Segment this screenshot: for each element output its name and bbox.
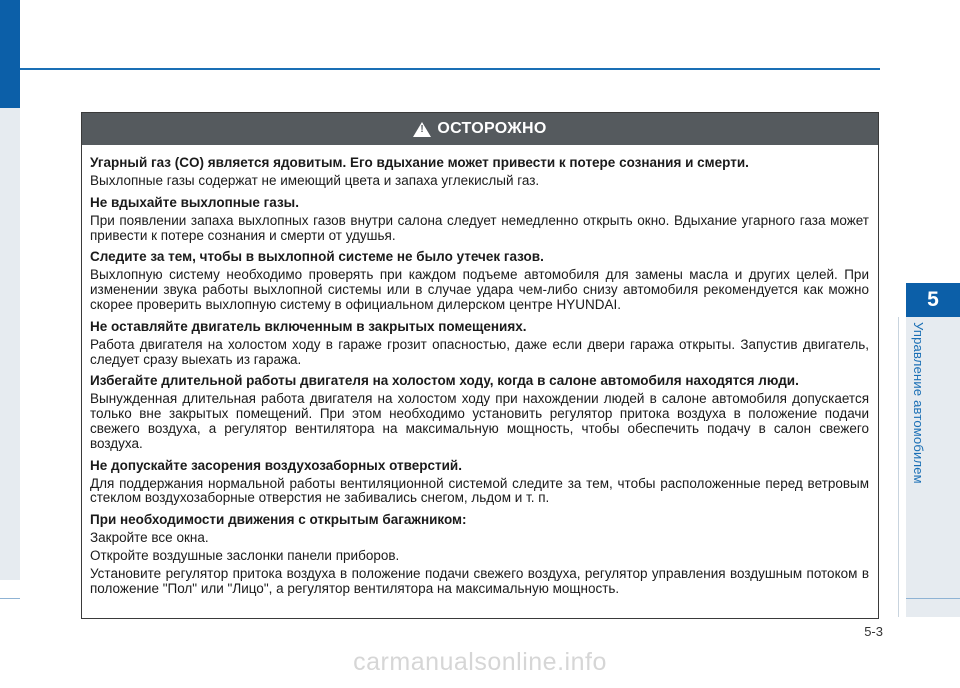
warning-section [90,512,869,596]
section-heading: Следите за тем, чтобы в выхлопной системе не было утечек газов. [90,249,544,265]
section-heading: При необходимости движения с открытым багажником: [90,512,467,528]
warning-header [82,113,878,145]
header-rule [20,68,880,70]
right-edge-line [906,598,960,599]
section-heading: Не оставляйте двигатель включенным в закрытых помещениях. [90,318,527,334]
section-paragraph: Установите регулятор притока воздуха в положение подачи свежего воздуха, регулятор управления воздушным потоком в положение "Пол" или "Лицо", а регулятор вентилятора на максимальную мощность. [90,565,869,596]
warning-body [82,145,878,596]
warning-section [90,249,869,312]
warning-triangle-icon [413,122,431,137]
chapter-number-tab: 5 [906,283,960,317]
page-number: 5-3 [864,624,883,639]
section-paragraph: Откройте воздушные заслонки панели приборов. [90,547,400,563]
section-paragraph: Выхлопные газы содержат не имеющий цвета и запаха углекислый газ. [90,173,540,188]
left-edge-line [0,598,20,599]
warning-box [81,112,879,619]
left-edge-accent [0,0,20,108]
warning-section [90,195,869,244]
section-paragraph: Работа двигателя на холостом ходу в гараже грозит опасностью, даже если двери гаража открыты. Запустив двигатель, следует сразу выехать из гаража. [90,336,869,367]
section-paragraph: Вынужденная длительная работа двигателя на холостом ходу при нахождении людей в салоне автомобиля допускается только вне закрытых помещений. При этом необходимо установить регулятор притока воздуха в положение подачи свежего воздуха, а регулятор вентилятора на максимальную мощность, чтобы обеспечить подачу в салон свежего воздуха. [90,391,869,451]
section-heading: Избегайте длительной работы двигателя на холостом ходу, когда в салоне автомобиля находятся люди. [90,373,799,389]
warning-section [90,319,869,368]
section-paragraph: Выхлопную систему необходимо проверять при каждом подъеме автомобиля для замены масла и других целей. При изменении звука работы выхлопной системы или в случае удара чем-либо снизу автомобиля рекомендуется как можно скорее проверить выхлопную систему в официальном дилерском центре HYUNDAI. [90,267,869,312]
section-heading: Угарный газ (CO) является ядовитым. Его вдыхание может привести к потере сознания и смерти. [90,155,749,170]
warning-title: ОСТОРОЖНО [437,120,547,137]
section-paragraph: Закройте все окна. [90,530,209,546]
chapter-title: Управление автомобилем [911,322,926,484]
warning-section [90,373,869,451]
warning-section [90,155,869,189]
section-heading: Не допускайте засорения воздухозаборных отверстий. [90,457,462,473]
watermark: carmanualsonline.info [353,648,607,676]
section-heading: Не вдыхайте выхлопные газы. [90,194,299,210]
section-paragraph: Для поддержания нормальной работы вентиляционной системой следите за тем, чтобы расположенные перед ветровым стеклом воздухозаборные отверстия не забивались снегом, льдом и т. п. [90,475,869,506]
left-edge-panel [0,108,20,580]
warning-section [90,458,869,507]
section-paragraph: При появлении запаха выхлопных газов внутри салона следует немедленно открыть окно. Вдыхание угарного газа может привести к потере сознания и смерти от удушья. [90,212,869,243]
chapter-side-divider [898,317,899,617]
